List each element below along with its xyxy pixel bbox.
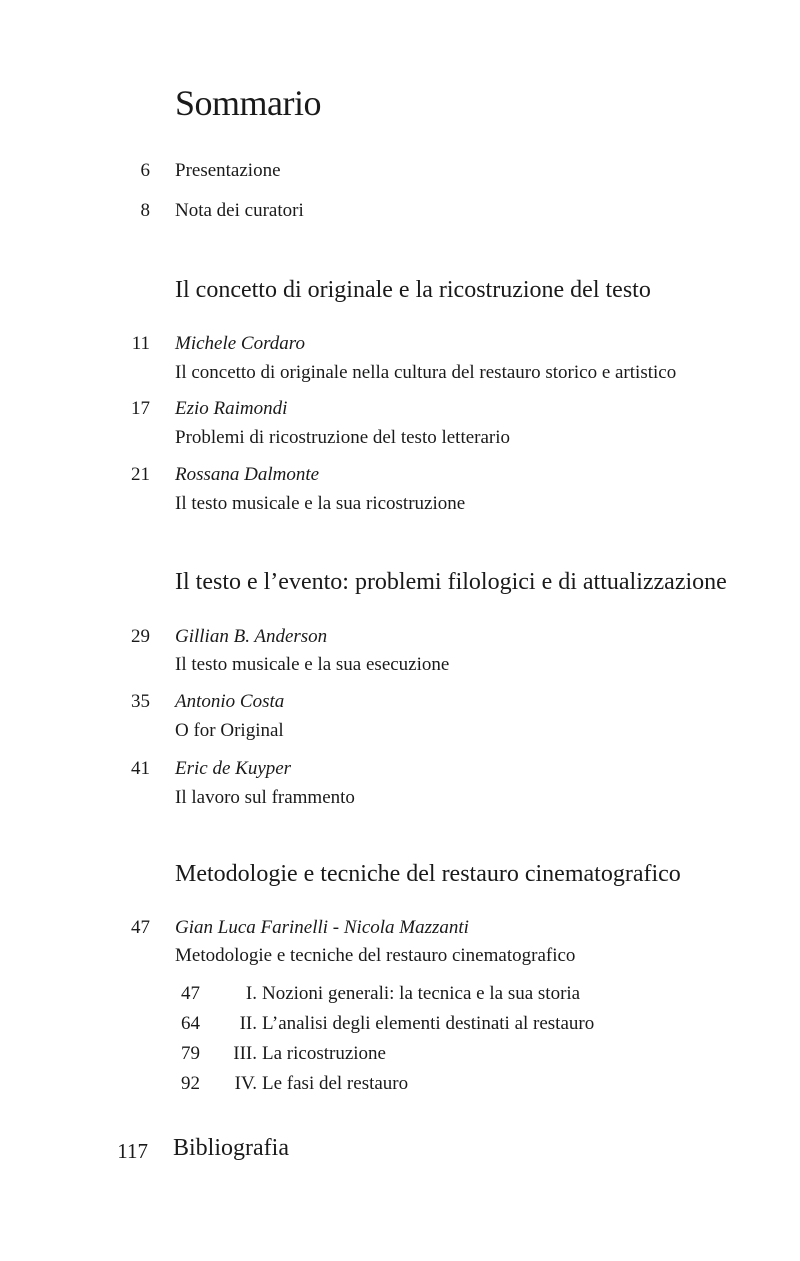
toc-subentry-title: Nozioni generali: la tecnica e la sua storia <box>262 983 581 1004</box>
toc-subentry-numeral: III. <box>233 1043 257 1064</box>
toc-subentry-page: 92 <box>181 1073 200 1094</box>
section-heading: Metodologie e tecniche del restauro cinematografico <box>175 861 681 887</box>
toc-page-number: 35 <box>131 691 150 712</box>
toc-entry-title: Problemi di ricostruzione del testo letterario <box>175 427 511 448</box>
section-heading: Il concetto di originale e la ricostruzione del testo <box>175 277 651 303</box>
toc-entry-author: Gillian B. Anderson <box>175 626 328 647</box>
toc-page-number: 8 <box>140 200 150 221</box>
toc-entry-title: Metodologie e tecniche del restauro cinematografico <box>175 945 576 966</box>
toc-entry-author: Rossana Dalmonte <box>175 464 320 485</box>
toc-subentry-page: 64 <box>181 1013 200 1034</box>
page-title: Sommario <box>175 83 321 123</box>
toc-page-number: 11 <box>131 333 150 354</box>
toc-subentry-numeral: I. <box>245 983 257 1004</box>
toc-entry-title: O for Original <box>175 720 284 741</box>
toc-entry-author: Michele Cordaro <box>175 333 305 354</box>
toc-subentry-numeral: II. <box>239 1013 257 1034</box>
toc-subentry-title: La ricostruzione <box>262 1043 386 1064</box>
toc-subentry-numeral: IV. <box>234 1073 257 1094</box>
toc-subentry-page: 47 <box>181 983 200 1004</box>
toc-entry-title: Il lavoro sul frammento <box>175 787 355 808</box>
toc-entry-title: Il concetto di originale nella cultura del restauro storico e artistico <box>175 362 677 383</box>
toc-entry-title: Presentazione <box>175 160 281 181</box>
toc-subentry-page: 79 <box>181 1043 200 1064</box>
bibliography-heading: Bibliografia <box>173 1135 289 1161</box>
toc-entry-title: Il testo musicale e la sua esecuzione <box>175 654 450 675</box>
toc-page-number: 29 <box>131 626 150 647</box>
toc-page-number: 117 <box>117 1139 148 1163</box>
toc-entry-author: Gian Luca Farinelli - Nicola Mazzanti <box>175 917 469 938</box>
toc-entry-author: Eric de Kuyper <box>175 758 292 779</box>
toc-entry-author: Antonio Costa <box>175 691 285 712</box>
toc-subentry-title: L’analisi degli elementi destinati al restauro <box>262 1013 595 1034</box>
toc-subentry-title: Le fasi del restauro <box>262 1073 409 1094</box>
toc-page-number: 6 <box>140 160 150 181</box>
toc-page-number: 41 <box>131 758 150 779</box>
section-heading: Il testo e l’evento: problemi filologici e di attualizzazione <box>175 569 727 595</box>
toc-entry-author: Ezio Raimondi <box>175 398 288 419</box>
toc-page-number: 21 <box>131 464 150 485</box>
toc-entry-title: Nota dei curatori <box>175 200 304 221</box>
toc-page-number: 47 <box>131 917 150 938</box>
toc-entry-title: Il testo musicale e la sua ricostruzione <box>175 493 466 514</box>
toc-page-number: 17 <box>131 398 150 419</box>
